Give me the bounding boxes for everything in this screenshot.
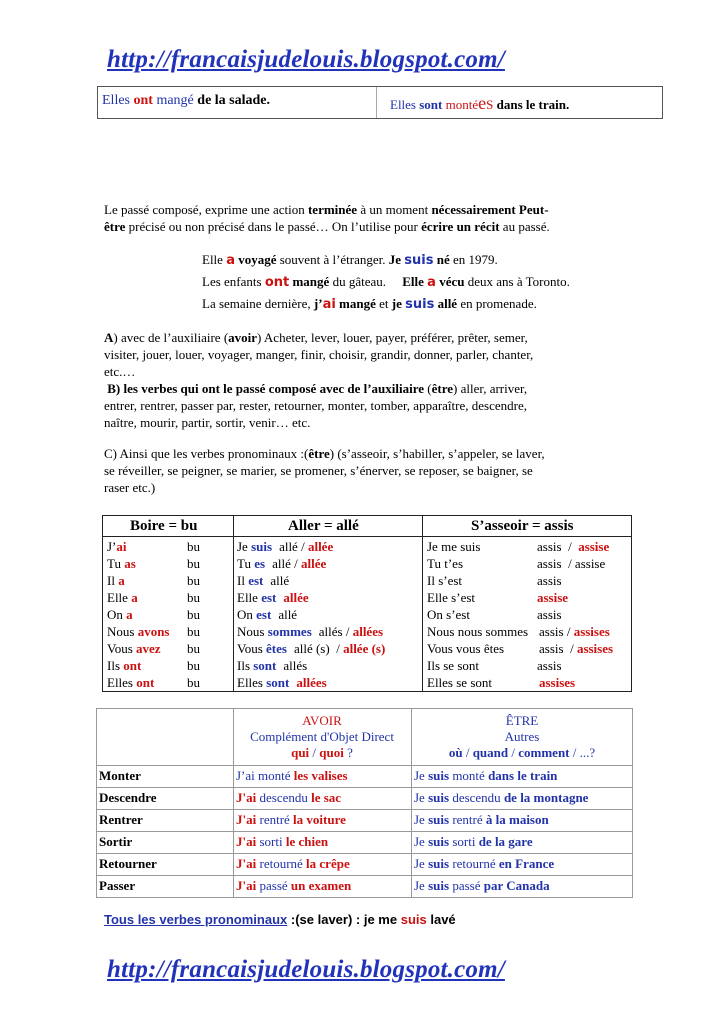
header-divider [103, 536, 631, 537]
participle: descendu [256, 790, 312, 805]
participle-group [283, 658, 307, 673]
col-divider [422, 516, 423, 691]
complement: dans le train. [496, 97, 570, 112]
complement: de la salade. [197, 93, 271, 108]
participle: assis [537, 573, 562, 588]
participle: assis [539, 641, 564, 656]
aux-etre: suis [428, 790, 450, 805]
participle: rentré [449, 812, 486, 827]
verb-cell: Sortir [99, 834, 133, 849]
participle-group [539, 675, 575, 690]
boire-row [107, 607, 229, 622]
separator: / [563, 624, 574, 639]
participle-feminine: allée [283, 590, 309, 605]
participle: passé [449, 878, 484, 893]
header-divider [97, 765, 632, 766]
participle: bu [187, 675, 200, 690]
participle-feminine: allée (s) [343, 641, 386, 656]
etre-cell [414, 790, 588, 806]
participle: monté [449, 768, 489, 783]
participle-feminine: assises [576, 641, 614, 656]
aux-avoir: J'ai [236, 856, 257, 871]
aller-row [237, 607, 297, 622]
section-b-line-3: naître, mourir, partir, sortir, venir… etc. [104, 415, 311, 430]
etre-cell [414, 856, 554, 872]
section-c-line-2: se réveiller, se peigner, se marier, se promener, s’énerver, se reposer, se baigner, se [104, 463, 533, 478]
pronoun: J’ [107, 539, 117, 554]
pronoun: Je [414, 790, 429, 805]
participle-feminine: allée [300, 556, 327, 571]
aux-avoir: J'ai [236, 834, 257, 849]
participle-group [537, 590, 568, 605]
asseoir-row [427, 607, 631, 622]
section-a-line-3: etc.… [104, 364, 136, 379]
direct-object: les valises [293, 768, 348, 783]
example-right [390, 93, 569, 114]
pronoun: Elles [107, 675, 137, 690]
agreement-s: S [486, 97, 494, 112]
direct-object: le sac [311, 790, 342, 805]
participle-feminine: assise [537, 590, 569, 605]
pronoun: Nous [237, 624, 268, 639]
participle-feminine: allée [307, 539, 334, 554]
participle: retourné [449, 856, 499, 871]
participle: bu [187, 641, 200, 656]
avoir-cell [236, 768, 348, 784]
complement: de la montagne [503, 790, 589, 805]
asseoir-row [427, 590, 631, 605]
aux-avoir: a [131, 590, 138, 605]
boire-row [107, 624, 229, 639]
asseoir-row [427, 641, 631, 656]
participle-group [537, 607, 562, 622]
col-divider [233, 516, 234, 691]
aller-row [237, 641, 385, 656]
pronoun: Tu [107, 556, 125, 571]
asseoir-row [427, 556, 631, 571]
participle-group [278, 607, 297, 622]
participle-feminine: allées [352, 624, 384, 639]
participle: allé (s) [293, 641, 330, 656]
pronoun-aux: Elles se sont [427, 675, 492, 690]
separator: / [342, 624, 353, 639]
verb-cell: Monter [99, 768, 141, 783]
aux-avoir: ont [123, 658, 142, 673]
row-divider [97, 853, 632, 854]
participle-group [537, 556, 605, 571]
verb-cell: Passer [99, 878, 136, 893]
pronoun: Il [107, 573, 119, 588]
boire-row [107, 573, 229, 588]
aux-etre: sont [266, 675, 290, 690]
participle: rentré [256, 812, 294, 827]
aux-etre: suis [428, 812, 450, 827]
participle: bu [187, 573, 200, 588]
row-divider [97, 809, 632, 810]
participle: monté [445, 97, 479, 112]
word: Elles [390, 97, 416, 112]
aux-avoir: avez [136, 641, 161, 656]
intro-line-2: être précisé ou non précisé dans le passé… On l’utilise pour écrire un récit au passé. [104, 219, 550, 234]
boire-row [107, 641, 229, 656]
participle: bu [187, 590, 200, 605]
pronoun: Je [414, 768, 429, 783]
participle: allés [283, 658, 308, 673]
aller-row [237, 658, 307, 673]
participle: assis [537, 658, 562, 673]
pronoun: Nous [107, 624, 138, 639]
section-c-line-3: raser etc.) [104, 480, 156, 495]
separator: / [329, 641, 344, 656]
verb-table [96, 708, 633, 898]
example-sentence-1: Elle a voyagé souvent à l’étranger. Je suis né en 1979. [202, 252, 498, 268]
aux-etre: suis [428, 878, 450, 893]
verb-cell: Rentrer [99, 812, 143, 827]
pronoun: Ils [107, 658, 124, 673]
direct-object: la voiture [293, 812, 346, 827]
etre-cell [414, 834, 533, 850]
pronoun: Elle [107, 590, 132, 605]
aller-row [237, 556, 326, 571]
participle: sorti [449, 834, 479, 849]
intro-line-1: Le passé composé, exprime une action terminée à un moment nécessairement Peut- [104, 202, 549, 217]
participle-group [539, 624, 610, 639]
participle: bu [187, 539, 200, 554]
direct-object: un examen [290, 878, 352, 893]
etre-cell [414, 878, 550, 894]
pronoun: Je [414, 878, 429, 893]
avoir-cell [236, 856, 350, 872]
example-box [97, 86, 663, 119]
participle-group [539, 641, 613, 656]
aux-participle: J’ai monté [236, 768, 294, 783]
participle-group [537, 573, 562, 588]
header-boire: Boire = bu [130, 518, 198, 534]
pronoun: Elles [237, 675, 267, 690]
participle-group [294, 641, 385, 656]
pronoun: Tu [237, 556, 255, 571]
direct-object: le chien [285, 834, 329, 849]
aux-avoir: J'ai [236, 790, 257, 805]
participle: assis [539, 624, 564, 639]
direct-object: la crêpe [306, 856, 350, 871]
blog-url-top[interactable]: http://francaisjudelouis.blogspot.com/ [107, 46, 505, 73]
etre-cell [414, 812, 549, 828]
participle-group [283, 590, 308, 605]
aux-avoir: J'ai [236, 812, 257, 827]
asseoir-row [427, 658, 631, 673]
participle: sorti [256, 834, 286, 849]
section-a-line-1: A) avec de l’auxiliaire (avoir) Acheter, lever, louer, payer, préférer, prêter, semer, [104, 330, 528, 345]
aux-etre: es [254, 556, 266, 571]
pronoun: Je [237, 539, 252, 554]
row-divider [97, 831, 632, 832]
pronoun-aux: Vous vous êtes [427, 641, 505, 656]
participle-group [319, 624, 383, 639]
aller-row [237, 590, 309, 605]
participle: assis [537, 607, 562, 622]
example-left [102, 93, 270, 109]
participle: mangé [156, 93, 194, 108]
boire-row [107, 590, 229, 605]
participle-group [537, 539, 609, 554]
pronoun: On [107, 607, 127, 622]
participle: allé [270, 573, 290, 588]
boire-row [107, 675, 229, 690]
participle: assis [537, 539, 562, 554]
pronoun: Vous [237, 641, 267, 656]
boire-row [107, 556, 229, 571]
section-a-line-2: visiter, jouer, louer, voyager, manger, finir, choisir, grandir, donner, parler, chanter, [104, 347, 534, 362]
divider [376, 87, 377, 118]
header-aller: Aller = allé [288, 518, 359, 534]
conjugation-table [102, 515, 632, 692]
aller-row [237, 675, 327, 690]
pronoun: Je [414, 856, 429, 871]
aux-etre: suis [428, 834, 450, 849]
aux-avoir: a [118, 573, 125, 588]
aux-avoir: J'ai [236, 878, 257, 893]
participle-group [296, 675, 326, 690]
aux-avoir: as [124, 556, 136, 571]
complement: en France [498, 856, 555, 871]
asseoir-row [427, 624, 631, 639]
separator: / [561, 539, 579, 554]
avoir-cell [236, 834, 328, 850]
aux-etre: suis [428, 768, 450, 783]
aux-etre: est [248, 573, 264, 588]
separator: / [297, 539, 308, 554]
aux-etre: est [256, 607, 272, 622]
participle: passé [256, 878, 291, 893]
aller-row [237, 573, 289, 588]
aux-etre: êtes [266, 641, 287, 656]
example-sentence-3: La semaine dernière, j’ai mangé et je suis allé en promenade. [202, 296, 537, 312]
aller-row [237, 624, 383, 639]
aller-row [237, 539, 333, 554]
complement: par Canada [483, 878, 550, 893]
pronoun-aux: On s’est [427, 607, 470, 622]
participle: bu [187, 658, 200, 673]
word: Elles [102, 93, 130, 108]
aux-etre: sont [419, 97, 443, 112]
aux-etre: est [261, 590, 277, 605]
participle-group [279, 539, 333, 554]
pronominal-note: Tous les verbes pronominaux :(se laver) : je me suis lavé [104, 912, 456, 927]
pronoun-aux: Il s’est [427, 573, 463, 588]
participle-feminine: assises [573, 624, 610, 639]
participle: assis [537, 556, 562, 571]
complement: de la gare [478, 834, 533, 849]
verb-cell: Retourner [99, 856, 157, 871]
boire-row [107, 539, 229, 554]
participle: descendu [449, 790, 504, 805]
separator: / [563, 641, 577, 656]
separator: / [290, 556, 301, 571]
participle: bu [187, 556, 200, 571]
avoir-header: AVOIR Complément d'Objet Direct qui / quoi ? [250, 713, 394, 760]
participle: allé [272, 556, 291, 571]
participle-feminine: assise [578, 539, 610, 554]
aux-avoir: ai [116, 539, 127, 554]
pronoun: Il [237, 573, 249, 588]
participle-feminine: allées [296, 675, 327, 690]
agreement-e: e [478, 93, 487, 113]
row-divider [97, 875, 632, 876]
asseoir-row [427, 573, 631, 588]
pronoun-aux: Tu t’es [427, 556, 464, 571]
pronoun: On [237, 607, 257, 622]
row-divider [97, 787, 632, 788]
aux-etre: suis [428, 856, 450, 871]
avoir-cell [236, 878, 351, 894]
aux-etre: sommes [267, 624, 312, 639]
aux-avoir: ont [136, 675, 155, 690]
aux-avoir: a [126, 607, 133, 622]
section-c-line-1: C) Ainsi que les verbes pronominaux :(être) (s’asseoir, s’habiller, s’appeler, se laver, [104, 446, 545, 461]
aux-avoir: avons [137, 624, 170, 639]
aux-etre: sont [253, 658, 277, 673]
header-asseoir: S’asseoir = assis [471, 518, 574, 534]
pronoun: Elle [237, 590, 262, 605]
pronoun: Vous [107, 641, 137, 656]
pronoun-aux: Ils se sont [427, 658, 479, 673]
participle-group [537, 658, 562, 673]
asseoir-row [427, 539, 631, 554]
blog-url-bottom[interactable]: http://francaisjudelouis.blogspot.com/ [107, 956, 505, 983]
example-sentence-2: Les enfants ont mangé du gâteau. Elle a vécu deux ans à Toronto. [202, 274, 570, 290]
section-b-line-2: entrer, rentrer, passer par, rester, retourner, monter, tomber, apparaître, descendre, [104, 398, 527, 413]
pronoun: Je [414, 812, 429, 827]
aux-etre: suis [251, 539, 273, 554]
pronoun: Je [414, 834, 429, 849]
participle: allé [279, 539, 298, 554]
aux-avoir: ont [133, 93, 153, 108]
section-b-line-1: B) les verbes qui ont le passé composé avec de l’auxiliaire (être) aller, arriver, [104, 381, 528, 396]
participle: allé [278, 607, 298, 622]
participle-group [272, 556, 326, 571]
separator: / assise [561, 556, 606, 571]
participle-group [270, 573, 289, 588]
participle: bu [187, 624, 200, 639]
pronoun: Ils [237, 658, 254, 673]
pronoun-aux: Je me suis [427, 539, 481, 554]
avoir-cell [236, 790, 341, 806]
etre-header: ÊTRE Autres où / quand / comment / ...? [448, 713, 596, 760]
participle: retourné [256, 856, 307, 871]
asseoir-row [427, 675, 631, 690]
etre-cell [414, 768, 557, 784]
verb-cell: Descendre [99, 790, 157, 805]
complement: à la maison [485, 812, 549, 827]
pronoun-aux: Nous nous sommes [427, 624, 529, 639]
participle: bu [187, 607, 200, 622]
participle-feminine: assises [539, 675, 576, 690]
avoir-cell [236, 812, 346, 828]
boire-row [107, 658, 229, 673]
participle: allés [318, 624, 343, 639]
pronoun-aux: Elle s’est [427, 590, 476, 605]
complement: dans le train [488, 768, 558, 783]
